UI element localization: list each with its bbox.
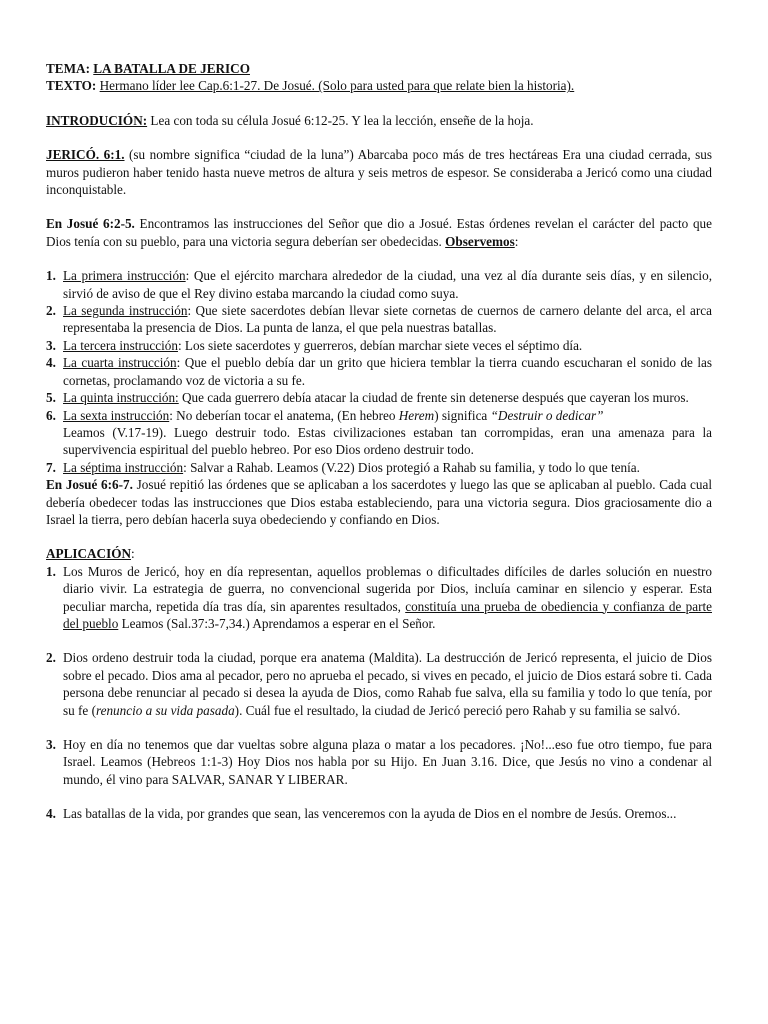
list-item (46, 337, 712, 354)
aplicacion-heading (46, 545, 712, 562)
list-item (46, 563, 712, 633)
list-item (46, 267, 712, 302)
list-number: 2. (46, 650, 56, 666)
tema-value: LA BATALLA DE JERICO (93, 61, 250, 76)
application-underlined: constituía una prueba de obediencia y confianza de parte del pueblo (63, 598, 712, 631)
instruction-text: : No deberían tocar el anatema, (En hebreo (169, 407, 399, 423)
observemos-colon: : (514, 233, 519, 249)
intro-text: Lea con toda su célula Josué 6:12-25. Y lea la lección, enseñe de la hoja. (147, 112, 534, 128)
josue-end-paragraph (46, 476, 712, 528)
jerico-paragraph (46, 146, 712, 198)
aplicacion-colon: : (131, 546, 135, 562)
list-number: 2. (46, 303, 56, 319)
list-item (46, 459, 712, 476)
list-item (46, 389, 712, 406)
instruction-title: La séptima instrucción (63, 459, 184, 475)
texto-line (46, 77, 712, 94)
josue-end-text: Josué repitió las órdenes que se aplicaban a los sacerdotes y luego las que se aplicaban al pueblo. Cada cual debería obedecer todas las instrucciones que Dios estaba estableciendo, para una victoria segura. Dios graciosamente dio a Israel la tierra, pero debían hacerla suya obedeciendo y confiando en Dios. (46, 477, 712, 527)
list-number: 7. (46, 459, 56, 475)
list-item (46, 354, 712, 389)
list-number: 1. (46, 563, 56, 579)
instruction-text: Que cada guerrero debía atacar la ciudad de frente sin detenerse después que cayeran los muros. (178, 390, 689, 406)
instruction-text: : Que siete sacerdotes debían llevar siete cornetas de cuernos de carnero delante del arca, el arca representaba la presencia de Dios. La punta de lanza, el que pela nuestras batallas. (63, 303, 712, 336)
list-item (46, 649, 712, 719)
application-text: Los Muros de Jericó, hoy en día representan, aquellos problemas o dificultades difíciles de darles solución en nuestro diario vivir. La estrategia de guerra, no convencional sugerida por Dios, incluía caminar en silencio y esperar. Esta peculiar marcha, repetida día tras día, sin aparentes resultados, (63, 563, 712, 614)
intro-label: INTRODUCIÓN: (46, 112, 148, 128)
josue-intro-text: Encontramos las instrucciones del Señor que dio a Josué. Estas órdenes revelan el carácter del pacto que Dios tenía con su pueblo, para una victoria segura deberían ser obedecidas. (46, 216, 712, 249)
application-text: Dios ordeno destruir toda la ciudad, porque era anatema (Maldita). La destrucción de Jericó representa, el juicio de Dios sobre el pecado. Dios ama al pecador, pero no aprueba el pecado, si vives en pecado, el juicio de Dios estará sobre ti. Cada persona debe renunciar al pecado si desea la ayuda de Dios, como Rahab fue salva, ella su familia y todo lo que tenía, por su fe ( (63, 650, 712, 718)
instruction-title: La sexta instrucción (63, 407, 170, 423)
instructions-list (46, 267, 712, 476)
instruction-title: La quinta instrucción: (63, 390, 179, 406)
jerico-label: JERICÓ. 6:1. (46, 147, 125, 163)
list-number: 3. (46, 737, 56, 752)
list-number: 4. (46, 806, 56, 822)
herem-word: Herem (398, 407, 435, 423)
list-item-continuation (46, 424, 712, 459)
list-item (46, 736, 712, 788)
list-number: 3. (46, 337, 56, 353)
instruction-text: : Salvar a Rahab. Leamos (V.22) Dios protegió a Rahab su familia, y todo lo que tenía. (183, 459, 640, 475)
instruction-text: : Los siete sacerdotes y guerreros, debían marchar siete veces el séptimo día. (177, 337, 583, 353)
josue-intro-paragraph (46, 215, 712, 250)
instruction-title: La cuarta instrucción (63, 355, 177, 371)
application-text: ). Cuál fue el resultado, la ciudad de Jericó pereció pero Rahab y su familia se salvó. (234, 702, 681, 718)
instruction-text: : Que el ejército marchara alrededor de la ciudad, una vez al día durante seis días, y en silencio, sirvió de aviso de que el Rey divino estaba marcando la ciudad como suya. (63, 268, 712, 301)
application-italic: renuncio a su vida pasada (95, 702, 235, 718)
instruction-title: La tercera instrucción (63, 337, 178, 353)
jerico-text: (su nombre significa “ciudad de la luna”) Abarcaba poco más de tres hectáreas Era una ciudad cerrada, sus muros pudieron haber tenido hasta nueve metros de altura y seis metros de espesor. Se consideraba a Jericó como una ciudad inconquistable. (46, 147, 712, 198)
instruction-text: Leamos (V.17-19). Luego destruir todo. Estas civilizaciones estaban tan corrompidas, eran una amenaza para la supervivencia espiritual del pueblo hebreo. Por eso Dios ordeno destruir todo. (63, 424, 712, 458)
instruction-text: : Que el pueblo debía dar un grito que hiciera temblar la tierra cuando escucharan el sonido de las cornetas, proclamando voz de victoria a su fe. (63, 355, 712, 388)
list-number: 4. (46, 355, 56, 371)
instruction-text: ) significa (434, 407, 491, 423)
list-number: 1. (46, 268, 56, 284)
application-text: Hoy en día no tenemos que dar vueltas sobre alguna plaza o matar a los pecadores. ¡No!...eso fue otro tiempo, fue para Israel. Leamos (Hebreos 1:1-3) Hoy Dios nos habla por su Hijo. En Juan 3.16. Dice, que Jesús no vino a condenar al mundo, él vino para SALVAR, SANAR Y LIBERAR. (63, 737, 712, 787)
intro-paragraph (46, 112, 712, 129)
application-text: Las batallas de la vida, por grandes que sean, las venceremos con la ayuda de Dios en el nombre de Jesús. Oremos... (63, 806, 677, 822)
tema-label: TEMA: (46, 61, 90, 76)
josue-intro-label: En Josué 6:2-5. (46, 216, 135, 232)
tema-line (46, 60, 712, 77)
quote-text: “Destruir o dedicar” (490, 407, 604, 423)
list-item (46, 407, 712, 424)
list-item (46, 805, 712, 822)
texto-label: TEXTO: (46, 78, 97, 94)
instruction-title: La segunda instrucción (63, 303, 188, 319)
texto-value: Hermano líder lee Cap.6:1-27. De Josué. (Solo para usted para que relate bien la historia). (99, 78, 575, 94)
list-item (46, 302, 712, 337)
observemos-word: Observemos (445, 233, 515, 249)
application-text: Leamos (Sal.37:3-7,34.) Aprendamos a esperar en el Señor. (118, 615, 436, 631)
list-number: 6. (46, 407, 56, 423)
josue-end-label: En Josué 6:6-7. (46, 477, 133, 493)
aplicacion-label: APLICACIÓN (46, 546, 131, 562)
instruction-title: La primera instrucción (63, 268, 186, 284)
list-number: 5. (46, 390, 56, 406)
